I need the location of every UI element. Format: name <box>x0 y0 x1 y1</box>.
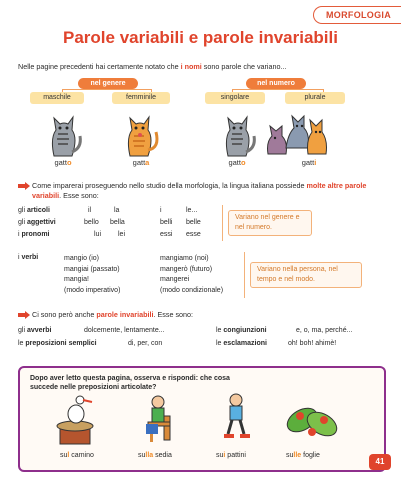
word-i: i <box>160 207 162 214</box>
numero-pill: nel numero <box>246 78 306 89</box>
orange-cat-illustration <box>118 108 164 158</box>
word-la: la <box>114 207 120 214</box>
row-aggettivi: gli aggettivi <box>18 219 56 226</box>
word-lui: lui <box>94 231 102 238</box>
skater-illustration <box>216 390 256 446</box>
row-congiunzioni: le congiunzioni <box>216 327 267 334</box>
esclamazioni-examples: oh! boh! ahimè! <box>288 340 337 347</box>
stork-nest-illustration <box>50 390 100 446</box>
brace-verbi <box>244 252 245 298</box>
prep-sulla-caption: sulla sedia <box>138 452 172 459</box>
question-box <box>18 366 386 472</box>
caption-gatta: gatta <box>132 158 150 167</box>
row-avverbi: gli avverbi <box>18 327 52 334</box>
word-lei: lei <box>118 231 126 238</box>
word-bella: bella <box>110 219 125 226</box>
preposizioni-examples: di, per, con <box>128 340 163 347</box>
avverbi-examples: dolcemente, lentamente... <box>84 327 165 334</box>
prep-sulle-caption: sulle foglie <box>286 452 320 459</box>
genere-pill: nel genere <box>78 78 138 89</box>
caption-gatto-2: gatto <box>228 158 246 167</box>
page-title: Parole variabili e parole invariabili <box>63 28 338 47</box>
word-le: le... <box>186 207 198 214</box>
maschile-label: maschile <box>30 92 84 104</box>
word-belle: belle <box>186 219 201 226</box>
paragraph-variabili: Come imparerai proseguendo nello studio della morfologia, la lingua italiana possiede molte altre parole variabili. Esse sono: <box>32 181 367 200</box>
row-verbi: i verbi <box>18 254 39 261</box>
word-il: il <box>88 207 92 214</box>
arrow-icon <box>18 182 30 190</box>
prep-sui-caption: sui pattini <box>216 452 246 459</box>
grey-cat-illustration <box>40 108 86 158</box>
question-text: Dopo aver letto questa pagina, osserva e rispondi: che cosa succede nelle preposizioni articolate? <box>30 375 230 391</box>
brace-genere <box>222 205 223 241</box>
row-esclamazioni: le esclamazioni <box>216 340 267 347</box>
word-belli: belli <box>160 219 173 226</box>
arrow-icon <box>18 311 30 319</box>
caption-gatto-1: gatto <box>54 158 72 167</box>
section-tag: MORFOLOGIA <box>313 6 401 24</box>
caption-gatti: gatti <box>301 158 317 167</box>
plurale-label: plurale <box>285 92 345 104</box>
row-articoli: gli articoli <box>18 207 50 214</box>
verbi-col2: mangiamo (noi) mangerò (futuro) mangerei (modo condizionale) <box>160 255 224 294</box>
row-pronomi: i pronomi <box>18 231 50 238</box>
paragraph-invariabili: Ci sono però anche parole invariabili. Esse sono: <box>32 310 194 319</box>
child-chair-illustration <box>138 390 188 446</box>
cats-group-illustration <box>262 108 342 158</box>
ladybugs-leaves-illustration <box>282 390 342 446</box>
row-preposizioni: le preposizioni semplici <box>18 340 97 347</box>
word-essi: essi <box>160 231 173 238</box>
congiunzioni-examples: e, o, ma, perché... <box>296 327 353 334</box>
singolare-label: singolare <box>205 92 265 104</box>
intro-text: Nelle pagine precedenti hai certamente notato che i nomi sono parole che variano... <box>18 62 287 71</box>
femminile-label: femminile <box>112 92 170 104</box>
prep-sul-caption: sul camino <box>60 452 94 459</box>
word-esse: esse <box>186 231 201 238</box>
word-bello: bello <box>84 219 99 226</box>
grey-cat-singular-illustration <box>214 108 260 158</box>
verbi-col1: mangio (io) mangiai (passato) mangia! (modo imperativo) <box>64 255 121 294</box>
page-number: 41 <box>369 454 391 470</box>
box-verbi: Variano nella persona, nel tempo e nel modo. <box>250 262 362 288</box>
box-genere-numero: Variano nel genere e nel numero. <box>228 210 312 236</box>
